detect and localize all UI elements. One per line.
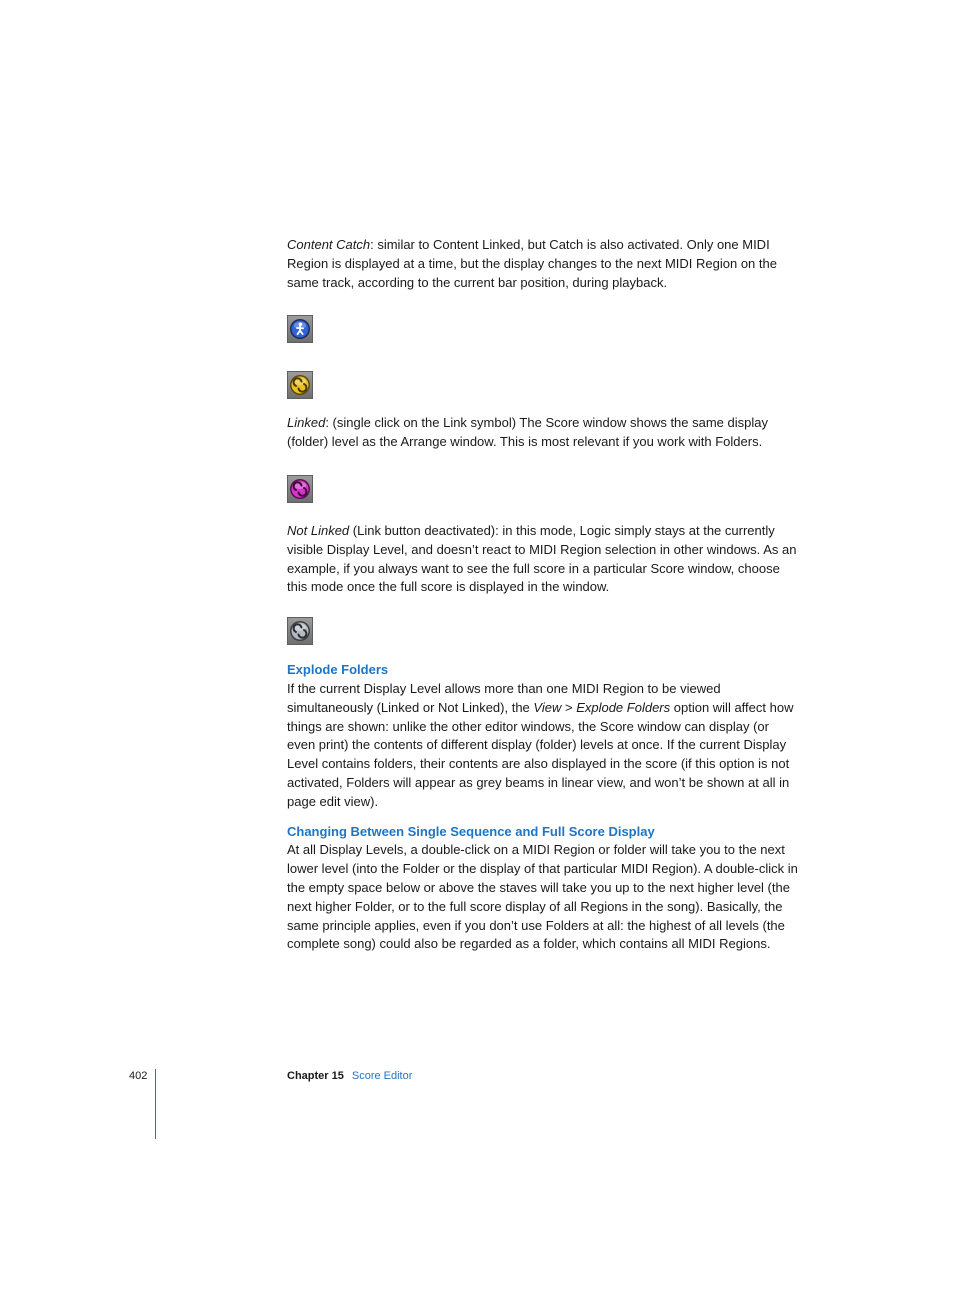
linked-term: Linked: [287, 415, 326, 431]
chapter-number: Chapter 15: [287, 1070, 344, 1082]
link-grey-icon: [287, 617, 313, 645]
menu-view: View: [533, 699, 562, 715]
footer-chapter: [287, 1070, 412, 1082]
link-pink-icon: [287, 475, 313, 503]
explode-folders-paragraph: [287, 680, 799, 812]
chapter-name: Score Editor: [351, 1070, 413, 1082]
content-catch-paragraph: [287, 236, 799, 292]
footer-divider: [155, 1069, 156, 1139]
link-yellow-icon: [287, 371, 313, 399]
explode-folders-text-2: option will affect how things are shown: unlike the other editor windows, the Score window can display (or even print) the contents of different display (folder) levels at once. If the current Display Level contains folders, their contents are also displayed in the score (if this option is not activated, Folders will appear as grey beams in linear view, and won’t be shown at all in page edit view).: [287, 699, 794, 809]
menu-explode-folders: Explode Folders: [576, 699, 671, 715]
linked-paragraph: [287, 414, 799, 452]
not-linked-paragraph: [287, 522, 799, 597]
linked-text: : (single click on the Link symbol) The Score window shows the same display (folder) level as the Arrange window. This is most relevant if you work with Folders.: [287, 415, 768, 450]
catch-link-blue-icon: [287, 315, 313, 343]
changing-display-heading: Changing Between Single Sequence and Full Score Display: [287, 823, 655, 839]
not-linked-term: Not Linked: [287, 522, 350, 538]
explode-folders-heading: Explode Folders: [287, 662, 389, 678]
page-number: 402: [129, 1070, 148, 1082]
not-linked-text: (Link button deactivated): in this mode, Logic simply stays at the currently visible Display Level, and doesn’t react to MIDI Region selection in other windows. As an example, if you always want to see the full score in a particular Score window, choose this mode once the full score is displayed in the window.: [287, 522, 797, 595]
content-catch-text: : similar to Content Linked, but Catch is also activated. Only one MIDI Region is displayed at a time, but the display changes to the next MIDI Region on the same track, according to the current bar position, during playback.: [287, 237, 777, 290]
content-catch-term: Content Catch: [287, 237, 371, 252]
page-content: [287, 236, 799, 954]
explode-folders-text-1: If the current Display Level allows more than one MIDI Region to be viewed simultaneously (Linked or Not Linked), the: [287, 680, 721, 715]
changing-display-paragraph: At all Display Levels, a double-click on a MIDI Region or folder will take you to the next lower level (into the Folder or the display of that particular MIDI Region). A double-click in the empty space below or above the staves will take you up to the next higher level (the next higher Folder, or to the full score display of all Regions in the song). Basically, the same principle applies, even if you don’t use Folders at all: the highest of all levels (the complete song) could also be regarded as a folder, which contains all MIDI Regions.: [287, 842, 798, 952]
menu-separator: >: [561, 699, 577, 715]
